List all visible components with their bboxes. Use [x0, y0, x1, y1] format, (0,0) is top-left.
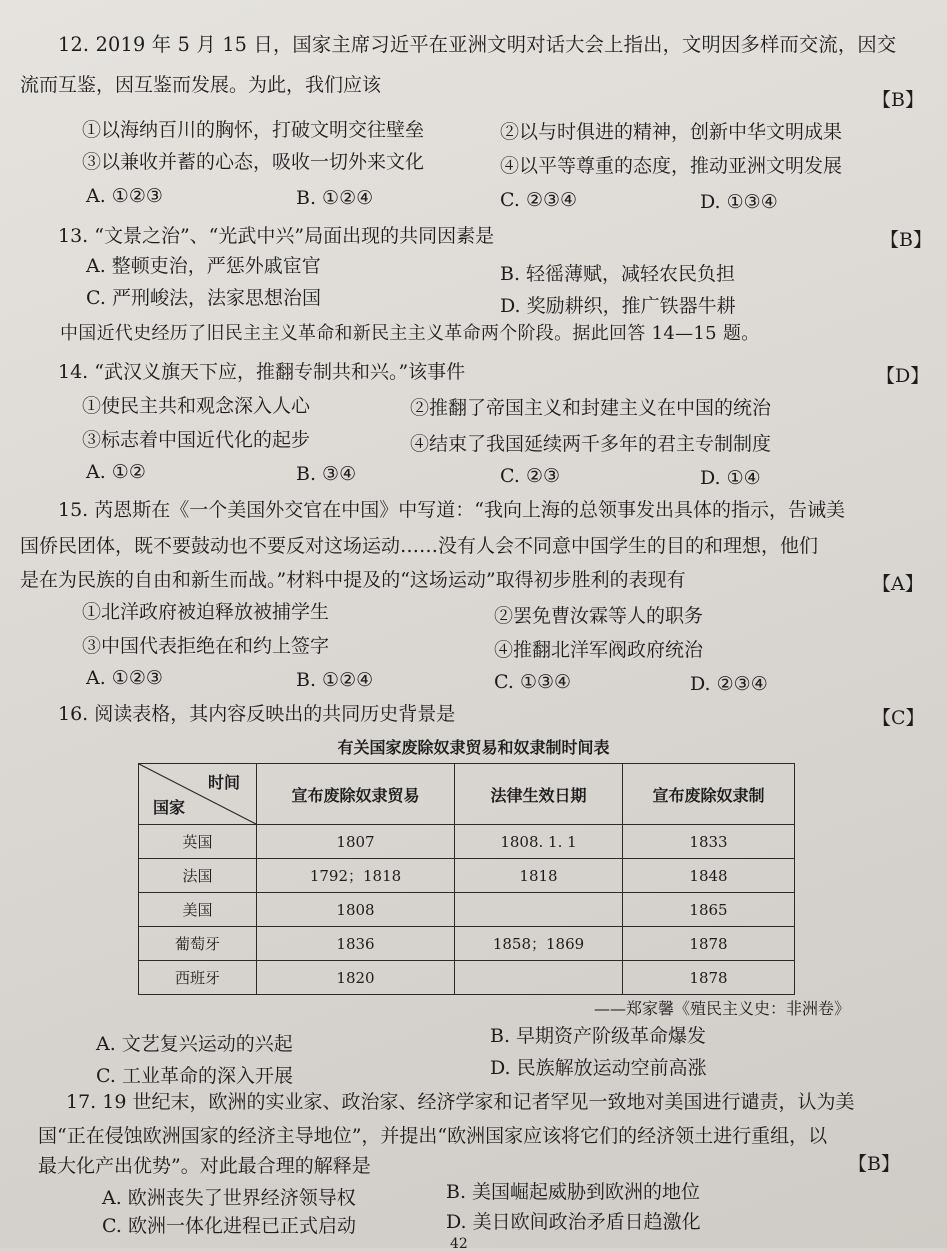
q12-choice-a: A. ①②③ — [86, 185, 163, 207]
q17-choice-d: D. 美日欧间政治矛盾日趋激化 — [446, 1211, 701, 1233]
q17-choice-c: C. 欧洲一体化进程已正式启动 — [102, 1215, 356, 1237]
q16-stem: 16. 阅读表格，其内容反映出的共同历史背景是 — [58, 703, 456, 725]
q15-choice-d: D. ②③④ — [690, 673, 768, 695]
q13-answer: 【B】 — [880, 229, 932, 251]
q17-stem-line3: 最大化产出优势”。对此最合理的解释是 — [38, 1155, 371, 1177]
q14-option-3: ③标志着中国近代化的起步 — [82, 429, 311, 451]
q14-choice-b: B. ③④ — [296, 463, 357, 485]
q12-stem-line1: 12. 2019 年 5 月 15 日，国家主席习近平在亚洲文明对话大会上指出，文明因多样而交流，因交 — [58, 33, 897, 56]
q12-choice-b: B. ①②④ — [296, 187, 374, 209]
abolition-table — [138, 763, 795, 995]
cell-slavery: 1865 — [623, 893, 795, 927]
q12-option-4: ④以平等尊重的态度，推动亚洲文明发展 — [500, 155, 843, 177]
q14-option-2: ②推翻了帝国主义和封建主义在中国的统治 — [410, 397, 772, 419]
q16-choice-c: C. 工业革命的深入开展 — [96, 1065, 293, 1087]
q17-answer: 【B】 — [848, 1153, 900, 1175]
q12-choice-d: D. ①③④ — [700, 191, 778, 213]
q15-stem-line1: 15. 芮恩斯在《一个美国外交官在中国》中写道：“我向上海的总领事发出具体的指示，告诫美 — [58, 499, 845, 521]
cell-slavery: 1848 — [623, 859, 795, 893]
q15-option-1: ①北洋政府被迫释放被捕学生 — [82, 601, 330, 623]
cell-trade: 1807 — [257, 825, 455, 859]
table-corner-cell — [139, 764, 257, 825]
q13-choice-c: C. 严刑峻法，法家思想治国 — [86, 287, 321, 309]
cell-trade: 1792；1818 — [257, 859, 455, 893]
q14-choice-a: A. ①② — [86, 461, 146, 483]
q13-choice-d: D. 奖励耕织，推广铁器牛耕 — [500, 295, 736, 317]
q15-stem-line2: 国侨民团体，既不要鼓动也不要反对这场运动……没有人会不同意中国学生的目的和理想，他们 — [20, 535, 819, 557]
cell-slavery: 1878 — [623, 961, 795, 995]
cell-trade: 1808 — [257, 893, 455, 927]
q15-choice-b: B. ①②④ — [296, 669, 374, 691]
header-trade: 宣布废除奴隶贸易 — [257, 764, 455, 825]
header-time: 时间 — [207, 773, 240, 792]
cell-country: 法国 — [139, 859, 257, 893]
cell-effective — [455, 893, 623, 927]
q15-answer: 【A】 — [872, 573, 924, 595]
q12-option-1: ①以海纳百川的胸怀，打破文明交往壁垒 — [82, 119, 425, 141]
table-row — [139, 893, 795, 927]
table-header-row — [139, 764, 795, 825]
table-row — [139, 961, 795, 995]
cell-effective: 1818 — [455, 859, 623, 893]
cell-slavery: 1878 — [623, 927, 795, 961]
page-number: 42 — [450, 1236, 468, 1252]
q17-stem-line2: 国“正在侵蚀欧洲国家的经济主导地位”，并提出“欧洲国家应该将它们的经济领土进行重组，以 — [38, 1125, 828, 1147]
q15-option-4: ④推翻北洋军阀政府统治 — [494, 639, 704, 661]
q15-stem-line3: 是在为民族的自由和新生而战。”材料中提及的“这场运动”取得初步胜利的表现有 — [20, 569, 686, 591]
cell-country: 葡萄牙 — [139, 927, 257, 961]
q12-option-3: ③以兼收并蓄的心态，吸收一切外来文化 — [82, 151, 425, 173]
q17-stem-line1: 17. 19 世纪末，欧洲的实业家、政治家、经济学家和记者罕见一致地对美国进行谴责，认为美 — [66, 1091, 855, 1113]
q16-choice-d: D. 民族解放运动空前高涨 — [490, 1057, 707, 1079]
q12-choice-c: C. ②③④ — [500, 189, 578, 211]
q12-answer: 【B】 — [872, 89, 924, 111]
q16-choice-a: A. 文艺复兴运动的兴起 — [96, 1033, 293, 1055]
header-country: 国家 — [153, 798, 186, 817]
intro-14-15: 中国近代史经历了旧民主主义革命和新民主主义革命两个阶段。据此回答 14—15 题。 — [60, 323, 760, 344]
q16-choice-b: B. 早期资产阶级革命爆发 — [490, 1025, 707, 1047]
cell-effective — [455, 961, 623, 995]
q12-option-2: ②以与时俱进的精神，创新中华文明成果 — [500, 121, 843, 143]
cell-country: 美国 — [139, 893, 257, 927]
q14-choice-d: D. ①④ — [700, 467, 761, 489]
cell-effective: 1808. 1. 1 — [455, 825, 623, 859]
q15-choice-a: A. ①②③ — [86, 667, 163, 689]
table-title: 有关国家废除奴隶贸易和奴隶制时间表 — [337, 738, 610, 757]
q13-choice-a: A. 整顿吏治，严惩外戚宦官 — [86, 255, 321, 277]
q14-stem: 14. “武汉义旗天下应，推翻专制共和兴。”该事件 — [58, 361, 466, 383]
cell-trade: 1820 — [257, 961, 455, 995]
table-source: ——郑家馨《殖民主义史：非洲卷》 — [594, 999, 851, 1018]
q12-stem-line2: 流而互鉴，因互鉴而发展。为此，我们应该 — [20, 74, 382, 96]
q13-choice-b: B. 轻徭薄赋，减轻农民负担 — [500, 263, 736, 285]
cell-country: 西班牙 — [139, 961, 257, 995]
q14-answer: 【D】 — [876, 365, 930, 387]
cell-slavery: 1833 — [623, 825, 795, 859]
q14-option-4: ④结束了我国延续两千多年的君主专制制度 — [410, 433, 772, 455]
cell-country: 英国 — [139, 825, 257, 859]
q14-option-1: ①使民主共和观念深入人心 — [82, 395, 311, 417]
q17-choice-a: A. 欧洲丧失了世界经济领导权 — [102, 1187, 356, 1209]
header-effective: 法律生效日期 — [455, 764, 623, 825]
q13-stem: 13. “文景之治”、“光武中兴”局面出现的共同因素是 — [58, 225, 495, 247]
q14-choice-c: C. ②③ — [500, 465, 561, 487]
q15-choice-c: C. ①③④ — [494, 671, 572, 693]
q15-option-2: ②罢免曹汝霖等人的职务 — [494, 605, 704, 627]
header-slavery: 宣布废除奴隶制 — [623, 764, 795, 825]
table-row — [139, 859, 795, 893]
cell-effective: 1858；1869 — [455, 927, 623, 961]
table-row — [139, 927, 795, 961]
q16-answer: 【C】 — [872, 707, 925, 729]
cell-trade: 1836 — [257, 927, 455, 961]
q15-option-3: ③中国代表拒绝在和约上签字 — [82, 635, 330, 657]
table-row — [139, 825, 795, 859]
q17-choice-b: B. 美国崛起威胁到欧洲的地位 — [446, 1181, 701, 1203]
